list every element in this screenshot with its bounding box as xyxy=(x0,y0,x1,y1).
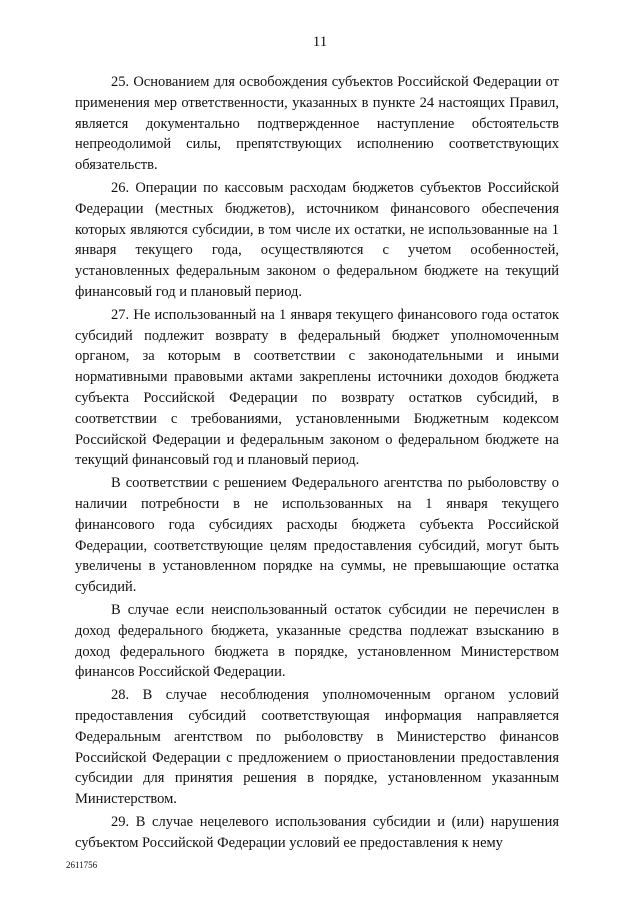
document-code: 2611756 xyxy=(66,860,98,870)
paragraph-26: 26. Операции по кассовым расходам бюджетов субъектов Российской Федерации (местных бюджетов), источником финансового обеспечения которых являются субсидии, в том числе их остатки, не использованные на 1 января текущего года, осуществляются с учетом особенностей, установленных федеральным законом о федеральном бюджете на текущий финансовый год и плановый период. xyxy=(75,179,559,300)
paragraph-28: 28. В случае несоблюдения уполномоченным органом условий предоставления субсидий соответствующая информация направляется Федеральным агентством по рыболовству в Министерство финансов Российской Федерации с предложением о приостановлении предоставления субсидии для принятия решения в порядке, установленном указанным Министерством. xyxy=(75,687,559,808)
paragraph-29: 29. В случае нецелевого использования субсидии и (или) нарушения субъектом Российской Федерации условий ее предоставления к нему xyxy=(75,813,559,851)
document-body xyxy=(75,72,559,855)
paragraph-27: 27. Не использованный на 1 января текущего финансового года остаток субсидий подлежит возврату в федеральный бюджет уполномоченным органом, за которым в соответствии с законодательными и иными нормативными правовыми актами закреплены источники доходов бюджета субъекта Российской Федерации по возврату остатков субсидий, в соответствии с требованиями, установленными Бюджетным кодексом Российской Федерации и федеральным законом о федеральном бюджете на текущий финансовый год и плановый период. xyxy=(75,306,559,469)
paragraph-27-part-2: В соответствии с решением Федерального агентства по рыболовству о наличии потребности в не использованных на 1 января текущего финансового года субсидиях расходы бюджета субъекта Российской Федерации, соответствующие целям предоставления субсидий, могут быть увеличены в установленном порядке на суммы, не превышающие остатка субсидий. xyxy=(75,475,559,596)
paragraph-27-part-3: В случае если неиспользованный остаток субсидии не перечислен в доход федерального бюджета, указанные средства подлежат взысканию в доход федерального бюджета в порядке, установленном Министерством финансов Российской Федерации. xyxy=(75,601,559,681)
page-number: 11 xyxy=(312,34,328,50)
paragraph-25: 25. Основанием для освобождения субъектов Российской Федерации от применения мер ответственности, указанных в пункте 24 настоящих Правил, является документально подтвержденное наступление обстоятельств непреодолимой силы, препятствующих исполнению соответствующих обязательств. xyxy=(75,74,559,174)
